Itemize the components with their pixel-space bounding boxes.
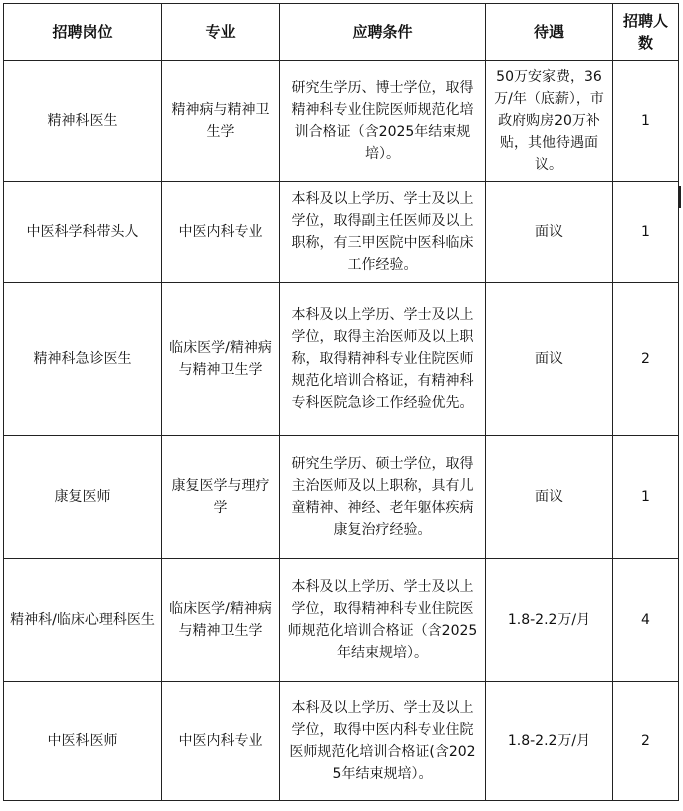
cell-requirement: 研究生学历、硕士学位，取得主治医师及以上职称，具有儿童精神、神经、老年躯体疾病康复治疗经验。 <box>280 436 486 559</box>
cell-count: 2 <box>613 283 679 436</box>
cell-requirement: 本科及以上学历、学士及以上学位，取得主治医师及以上职称，取得精神科专业住院医师规范化培训合格证，有精神科专科医院急诊工作经验优先。 <box>280 283 486 436</box>
cell-major: 中医内科专业 <box>162 682 280 801</box>
table-row <box>4 61 679 182</box>
cell-count: 1 <box>613 436 679 559</box>
cell-position: 精神科急诊医生 <box>4 283 162 436</box>
cell-major: 精神病与精神卫生学 <box>162 61 280 182</box>
header-requirement: 应聘条件 <box>280 4 486 61</box>
cell-salary: 1.8-2.2万/月 <box>486 682 613 801</box>
header-salary: 待遇 <box>486 4 613 61</box>
table-row <box>4 682 679 801</box>
cell-position: 精神科医生 <box>4 61 162 182</box>
cell-count: 2 <box>613 682 679 801</box>
border-fragment <box>679 186 681 208</box>
table-row <box>4 283 679 436</box>
cell-requirement: 本科及以上学历、学士及以上学位，取得副主任医师及以上职称，有三甲医院中医科临床工作经验。 <box>280 182 486 283</box>
cell-major: 临床医学/精神病与精神卫生学 <box>162 559 280 682</box>
table-row <box>4 436 679 559</box>
header-position: 招聘岗位 <box>4 4 162 61</box>
cell-position: 中医科医师 <box>4 682 162 801</box>
cell-salary: 面议 <box>486 182 613 283</box>
cell-count: 1 <box>613 182 679 283</box>
cell-position: 精神科/临床心理科医生 <box>4 559 162 682</box>
table-row <box>4 559 679 682</box>
cell-salary: 1.8-2.2万/月 <box>486 559 613 682</box>
header-count: 招聘人数 <box>613 4 679 61</box>
cell-major: 临床医学/精神病与精神卫生学 <box>162 283 280 436</box>
cell-major: 康复医学与理疗学 <box>162 436 280 559</box>
cell-salary: 50万安家费，36万/年（底薪），市政府购房20万补贴，其他待遇面议。 <box>486 61 613 182</box>
cell-position: 康复医师 <box>4 436 162 559</box>
cell-count: 1 <box>613 61 679 182</box>
header-row <box>4 4 679 61</box>
cell-requirement: 本科及以上学历、学士及以上学位，取得精神科专业住院医师规范化培训合格证（含2025年结束规培）。 <box>280 559 486 682</box>
recruitment-table <box>3 3 679 801</box>
cell-position: 中医科学科带头人 <box>4 182 162 283</box>
cell-requirement: 本科及以上学历、学士及以上学位，取得中医内科专业住院医师规范化培训合格证(含2025年结束规培）。 <box>280 682 486 801</box>
table-row <box>4 182 679 283</box>
header-major: 专业 <box>162 4 280 61</box>
cell-salary: 面议 <box>486 436 613 559</box>
cell-requirement: 研究生学历、博士学位，取得精神科专业住院医师规范化培训合格证（含2025年结束规培）。 <box>280 61 486 182</box>
cell-salary: 面议 <box>486 283 613 436</box>
cell-major: 中医内科专业 <box>162 182 280 283</box>
cell-count: 4 <box>613 559 679 682</box>
